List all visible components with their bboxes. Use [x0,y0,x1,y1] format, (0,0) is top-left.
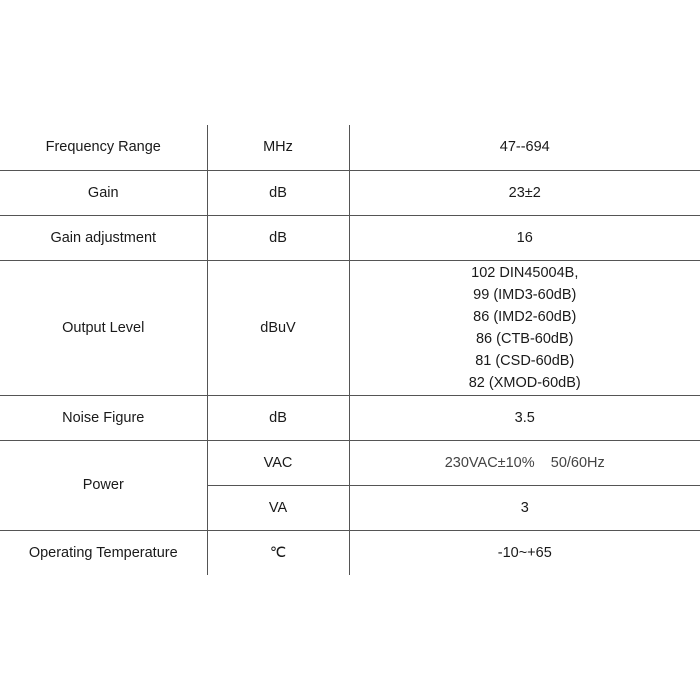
unit-cell: dBuV [207,260,349,395]
output-level-line: 99 (IMD3-60dB) [473,286,577,303]
parameter-cell: Gain [0,170,207,215]
table-row [0,215,700,260]
value-cell: 47--694 [349,125,700,170]
unit-cell: ℃ [207,530,349,575]
output-level-line: 102 DIN45004B, [471,264,579,281]
parameter-cell: Noise Figure [0,395,207,440]
parameter-cell: Frequency Range [0,125,207,170]
parameter-cell: Output Level [0,260,207,395]
output-level-line: 82 (XMOD-60dB) [468,374,581,391]
output-level-line: 81 (CSD-60dB) [475,352,575,369]
value-cell: 23±2 [349,170,700,215]
unit-cell: VA [207,485,349,530]
table-row [0,260,700,395]
value-cell: -10~+65 [497,544,552,561]
value-cell: 230VAC±10% 50/60Hz [349,440,700,485]
table-row [0,440,700,485]
value-cell [349,260,700,395]
value-cell: 3 [349,485,700,530]
unit-cell: dB [207,395,349,440]
table-row [0,170,700,215]
table-row [0,395,700,440]
spec-table [0,125,700,575]
parameter-cell: Gain adjustment [0,215,207,260]
unit-cell: MHz [207,125,349,170]
parameter-cell: Power [0,440,207,530]
unit-cell: dB [207,215,349,260]
output-level-line: 86 (IMD2-60dB) [473,308,577,325]
table-row [0,530,700,575]
table-row [0,125,700,170]
value-cell: 3.5 [349,395,700,440]
parameter-cell: Operating Temperature [28,544,178,561]
unit-cell: dB [207,170,349,215]
unit-cell: VAC [207,440,349,485]
value-cell: 16 [349,215,700,260]
output-level-line: 86 (CTB-60dB) [475,330,574,347]
